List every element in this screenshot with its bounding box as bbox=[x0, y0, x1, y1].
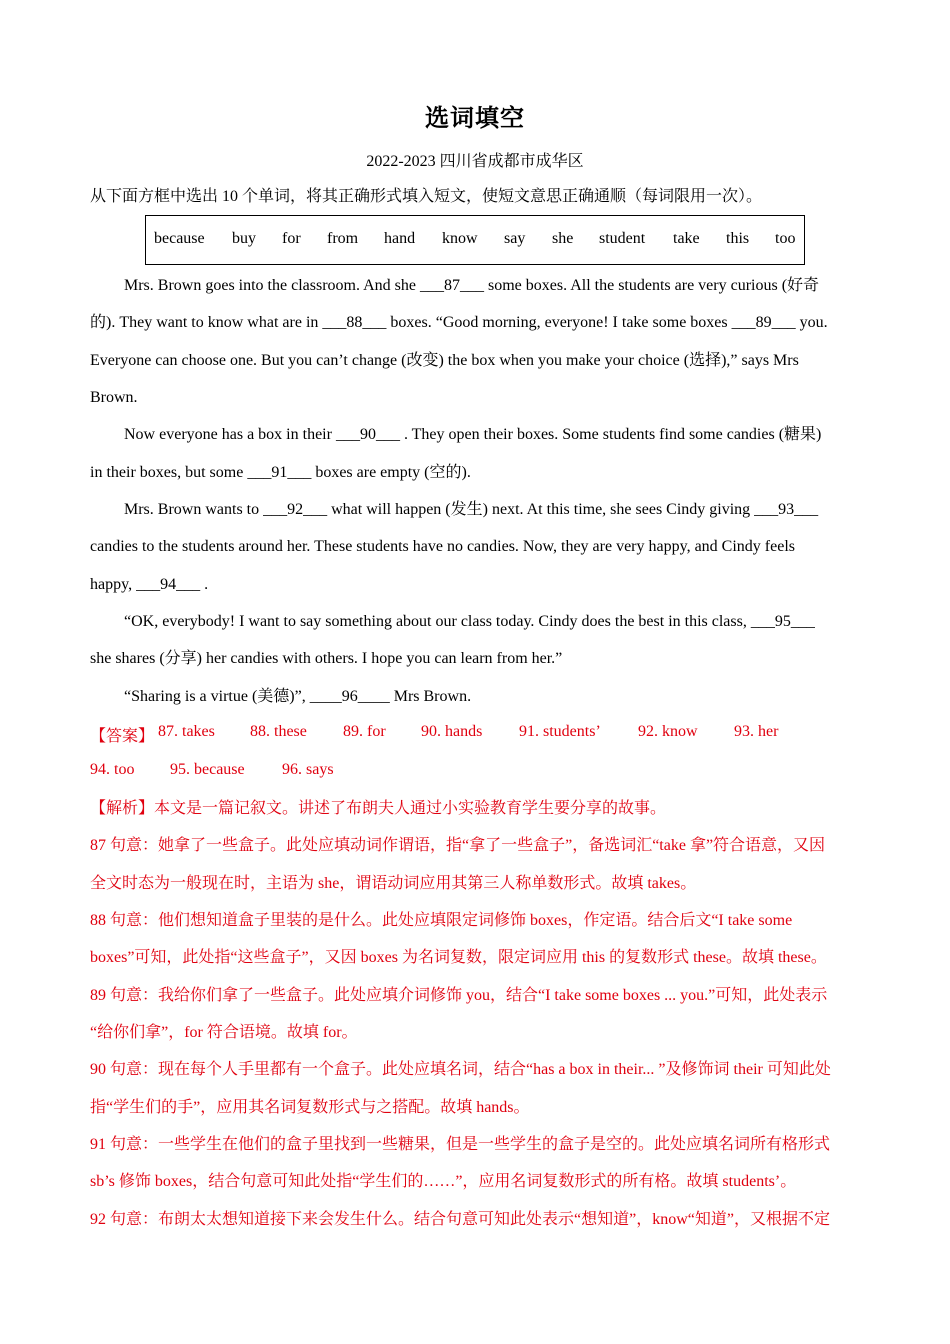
passage-line: Brown. bbox=[90, 389, 138, 406]
passage-line: “OK, everybody! I want to say something about our class today. Cindy does the best in this class, ___95___ bbox=[124, 613, 815, 630]
answer-item: 88. these bbox=[250, 723, 307, 740]
analysis-line: boxes”可知，此处指“这些盒子”，又因 boxes 为名词复数，限定词应用 this 的复数形式 these。故填 these。 bbox=[90, 949, 827, 966]
page-title: 选词填空 bbox=[425, 104, 525, 132]
answer-item: 94. too bbox=[90, 761, 135, 778]
analysis-intro: 本文是一篇记叙文。讲述了布朗夫人通过小实验教育学生要分享的故事。 bbox=[154, 800, 667, 817]
passage-line: happy, ___94___ . bbox=[90, 576, 209, 593]
answer-item: 93. her bbox=[734, 723, 779, 740]
analysis-line: 指“学生们的手”，应用其名词复数形式与之搭配。故填 hands。 bbox=[90, 1099, 530, 1116]
passage-line: Mrs. Brown wants to ___92___ what will happen (发生) next. At this time, she sees Cindy giving ___93___ bbox=[124, 501, 819, 518]
word-option: too bbox=[775, 230, 796, 247]
answer-item: 91. students’ bbox=[519, 723, 601, 740]
analysis-line: “给你们拿”，for 符合语境。故填 for。 bbox=[90, 1024, 358, 1041]
answer-item: 92. know bbox=[638, 723, 698, 740]
answer-item: 89. for bbox=[343, 723, 386, 740]
passage-line: Now everyone has a box in their ___90___ . They open their boxes. Some students find some candies (糖果) bbox=[124, 426, 822, 443]
passage-line: 的). They want to know what are in ___88___ boxes. “Good morning, everyone! I take some boxes ___89___ you. bbox=[90, 314, 828, 331]
word-option: for bbox=[282, 230, 301, 247]
analysis-line: sb’s 修饰 boxes，结合句意可知此处指“学生们的……”，应用名词复数形式的所有格。故填 students’。 bbox=[90, 1173, 797, 1190]
passage-line: Mrs. Brown goes into the classroom. And she ___87___ some boxes. All the students are very curious (好奇 bbox=[124, 277, 820, 294]
passage-line: “Sharing is a virtue (美德)”, ____96____ Mrs Brown. bbox=[124, 688, 472, 705]
word-option: this bbox=[726, 230, 750, 247]
passage-line: Everyone can choose one. But you can’t change (改变) the box when you make your choice (选择),” says Mrs bbox=[90, 352, 799, 369]
analysis-line: 88 句意：他们想知道盒子里装的是什么。此处应填限定词修饰 boxes，作定语。结合后文“I take some bbox=[90, 912, 793, 929]
analysis-line: 91 句意：一些学生在他们的盒子里找到一些糖果，但是一些学生的盒子是空的。此处应填名词所有格形式 bbox=[90, 1136, 831, 1153]
passage-line: candies to the students around her. These students have no candies. Now, they are very happy, and Cindy feels bbox=[90, 538, 795, 555]
answer-label: 【答案】 bbox=[90, 728, 155, 745]
word-option: she bbox=[552, 230, 574, 247]
word-box bbox=[145, 215, 805, 265]
word-option: buy bbox=[232, 230, 256, 247]
word-option: take bbox=[673, 230, 700, 247]
source-subtitle: 2022-2023 四川省成都市成华区 bbox=[366, 153, 584, 170]
analysis-heading bbox=[90, 798, 865, 820]
word-option: know bbox=[442, 230, 478, 247]
passage-line: she shares (分享) her candies with others. I hope you can learn from her.” bbox=[90, 650, 563, 667]
word-option: student bbox=[599, 230, 646, 247]
analysis-label: 【解析】 bbox=[90, 800, 155, 817]
analysis-line: 87 句意：她拿了一些盒子。此处应填动词作谓语，指“拿了一些盒子”，备选词汇“take 拿”符合语意，又因 bbox=[90, 837, 826, 854]
analysis-line: 89 句意：我给你们拿了一些盒子。此处应填介词修饰 you，结合“I take some boxes ... you.”可知，此处表示 bbox=[90, 987, 828, 1004]
instruction-text: 从下面方框中选出 10 个单词，将其正确形式填入短文，使短文意思正确通顺（每词限用一次）。 bbox=[90, 188, 763, 205]
analysis-line: 90 句意：现在每个人手里都有一个盒子。此处应填名词，结合“has a box in their... ”及修饰词 their 可知此处 bbox=[90, 1061, 831, 1078]
word-option: hand bbox=[384, 230, 416, 247]
answer-item: 95. because bbox=[170, 761, 245, 778]
passage-line: in their boxes, but some ___91___ boxes are empty (空的). bbox=[90, 464, 471, 481]
answer-item: 87. takes bbox=[158, 723, 215, 740]
answer-item: 96. says bbox=[282, 761, 334, 778]
word-option: say bbox=[504, 230, 526, 247]
analysis-line: 92 句意：布朗太太想知道接下来会发生什么。结合句意可知此处表示“想知道”，know“知道”，又根据不定 bbox=[90, 1211, 830, 1228]
analysis-line: 全文时态为一般现在时，主语为 she，谓语动词应用其第三人称单数形式。故填 takes。 bbox=[90, 875, 697, 892]
word-option: because bbox=[154, 230, 205, 247]
answer-item: 90. hands bbox=[421, 723, 483, 740]
word-option: from bbox=[327, 230, 359, 247]
